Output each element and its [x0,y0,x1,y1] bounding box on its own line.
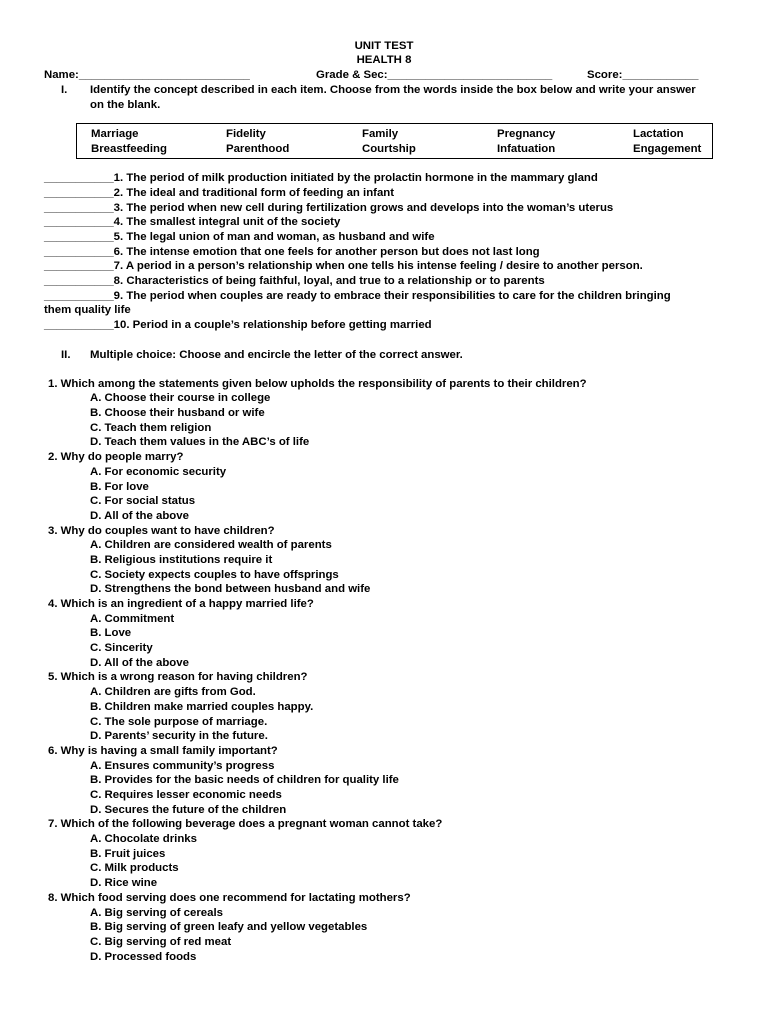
answer-choice[interactable]: C. The sole purpose of marriage. [90,716,268,728]
word-box-item: Marriage [91,128,139,140]
answer-choice[interactable]: A. Children are gifts from God. [90,686,256,698]
identification-item[interactable]: ___________10. Period in a couple’s relationship before getting married [44,319,432,331]
answer-choice[interactable]: A. Children are considered wealth of parents [90,539,332,551]
question: 2. Why do people marry? [48,451,184,463]
identification-item[interactable]: ___________4. The smallest integral unit of the society [44,216,341,228]
identification-item[interactable]: ___________8. Characteristics of being faithful, loyal, and true to a relationship or to parents [44,275,545,287]
identification-item[interactable]: ___________6. The intense emotion that one feels for another person but does not last long [44,246,540,258]
answer-choice[interactable]: A. Ensures community’s progress [90,760,275,772]
answer-choice[interactable]: D. Parents’ security in the future. [90,730,268,742]
answer-choice[interactable]: C. Sincerity [90,642,153,654]
question: 5. Which is a wrong reason for having children? [48,671,308,683]
identification-item[interactable]: ___________1. The period of milk production initiated by the prolactin hormone in the mammary gland [44,172,598,184]
identification-item[interactable]: ___________9. The period when couples are ready to embrace their responsibilities to care for the children bringing [44,290,671,302]
question: 3. Why do couples want to have children? [48,525,275,537]
answer-choice[interactable]: A. Big serving of cereals [90,907,223,919]
word-box [76,123,713,159]
word-box-item: Courtship [362,143,416,155]
answer-choice[interactable]: B. Love [90,627,132,639]
test-title: UNIT TEST [354,40,414,52]
word-box-item: Parenthood [226,143,290,155]
part1-instruction: Identify the concept described in each item. Choose from the words inside the box below and write your answer [90,84,696,96]
word-box-item: Engagement [633,143,702,155]
answer-choice[interactable]: C. For social status [90,495,196,507]
word-box-item: Lactation [633,128,684,140]
answer-choice[interactable]: A. Choose their course in college [90,392,271,404]
answer-choice[interactable]: C. Teach them religion [90,422,212,434]
answer-choice[interactable]: B. Big serving of green leafy and yellow vegetables [90,921,368,933]
word-box-item: Infatuation [497,143,556,155]
part2-instruction: Multiple choice: Choose and encircle the letter of the correct answer. [90,349,463,361]
question: 8. Which food serving does one recommend for lactating mothers? [48,892,411,904]
question: 6. Why is having a small family important? [48,745,278,757]
answer-choice[interactable]: D. Strengthens the bond between husband and wife [90,583,371,595]
answer-choice[interactable]: B. Provides for the basic needs of children for quality life [90,774,399,786]
identification-item[interactable]: ___________7. A period in a person’s relationship when one tells his intense feeling / desire to another person. [44,260,643,272]
word-box-item: Fidelity [226,128,266,140]
subject-title: HEALTH 8 [356,54,412,66]
part1-numeral: I. [61,84,68,96]
grade-section-field[interactable]: Grade & Sec:__________________________ [316,69,553,81]
word-box-item: Family [362,128,399,140]
identification-item[interactable]: ___________5. The legal union of man and woman, as husband and wife [44,231,435,243]
answer-choice[interactable]: A. Commitment [90,613,175,625]
question: 1. Which among the statements given below upholds the responsibility of parents to their children? [48,378,587,390]
answer-choice[interactable]: C. Society expects couples to have offsprings [90,569,339,581]
identification-item[interactable]: ___________3. The period when new cell during fertilization grows and develops into the woman’s uterus [44,202,614,214]
name-field[interactable]: Name:___________________________ [44,69,250,81]
answer-choice[interactable]: A. For economic security [90,466,227,478]
answer-choice[interactable]: D. Secures the future of the children [90,804,287,816]
word-box-item: Pregnancy [497,128,556,140]
answer-choice[interactable]: C. Requires lesser economic needs [90,789,282,801]
answer-choice[interactable]: D. All of the above [90,657,189,669]
score-field[interactable]: Score:____________ [587,69,699,81]
answer-choice[interactable]: D. Teach them values in the ABC’s of life [90,436,310,448]
part1-instruction-cont: on the blank. [90,99,161,111]
answer-choice[interactable]: B. Children make married couples happy. [90,701,314,713]
part2-numeral: II. [61,349,71,361]
question: 4. Which is an ingredient of a happy married life? [48,598,314,610]
answer-choice[interactable]: B. Religious institutions require it [90,554,273,566]
word-box-item: Breastfeeding [91,143,167,155]
answer-choice[interactable]: A. Chocolate drinks [90,833,197,845]
answer-choice[interactable]: C. Milk products [90,862,179,874]
answer-choice[interactable]: B. Fruit juices [90,848,166,860]
answer-choice[interactable]: B. Choose their husband or wife [90,407,265,419]
answer-choice[interactable]: C. Big serving of red meat [90,936,232,948]
answer-choice[interactable]: D. All of the above [90,510,189,522]
question: 7. Which of the following beverage does a pregnant woman cannot take? [48,818,443,830]
identification-item-cont: them quality life [44,304,131,316]
identification-item[interactable]: ___________2. The ideal and traditional form of feeding an infant [44,187,395,199]
answer-choice[interactable]: D. Processed foods [90,951,197,963]
answer-choice[interactable]: B. For love [90,481,149,493]
answer-choice[interactable]: D. Rice wine [90,877,158,889]
